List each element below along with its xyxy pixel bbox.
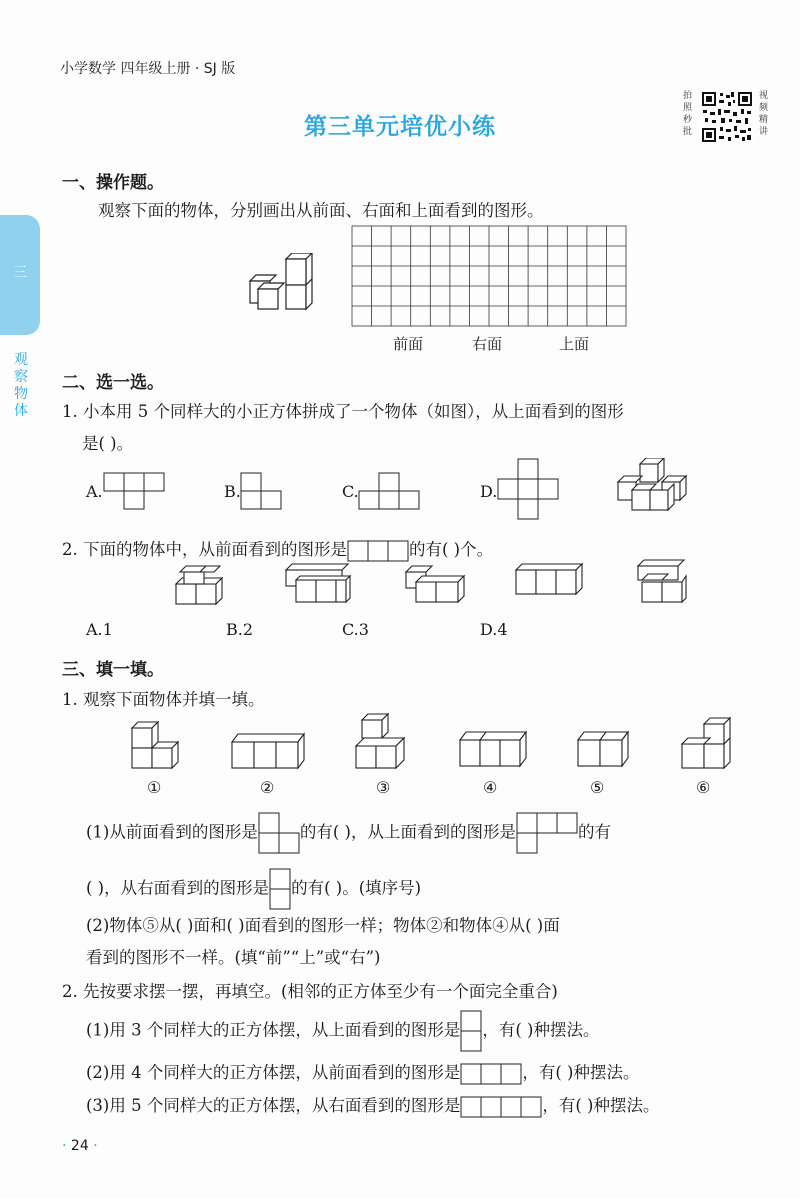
option-b-figure[interactable] <box>240 472 284 512</box>
section-1-instruction: 观察下面的物体，分别画出从前面、右面和上面看到的图形。 <box>98 201 544 220</box>
figure-number-1: ① <box>147 778 162 797</box>
q2-figure-4 <box>512 560 586 600</box>
l-shape-top-icon <box>516 812 578 854</box>
qr-block <box>683 90 783 148</box>
s3-figure-3 <box>352 712 412 772</box>
q2-figure-5 <box>632 558 690 608</box>
qr-right-label: 视 频 精 讲 <box>759 91 769 137</box>
page-number: · 24 · <box>62 1138 98 1154</box>
s3-q2-p2: (2)用 4 个同样大的正方体摆，从前面看到的图形是 ，有( )种摆法。 <box>86 1059 640 1085</box>
q2-option-b[interactable]: B.2 <box>226 620 254 639</box>
s3-figure-4 <box>456 728 528 772</box>
qr-code-icon[interactable] <box>700 90 754 144</box>
book-header: 小学数学 四年级上册 · SJ 版 <box>60 61 236 77</box>
section-3-heading: 三、填一填。 <box>62 660 164 680</box>
figure-number-6: ⑥ <box>696 778 711 797</box>
three-squares-row-icon <box>347 540 409 562</box>
q2-option-c[interactable]: C.3 <box>342 620 369 639</box>
s3-figure-5 <box>574 728 634 772</box>
l-shape-front-icon <box>258 812 300 854</box>
figure-number-2: ② <box>260 778 275 797</box>
s3-figure-6 <box>678 716 738 772</box>
s3-q1-p2-line1: (2)物体⑤从( )面和( )面看到的图形一样；物体②和物体④从( )面 <box>86 916 560 935</box>
s3-q2-p3: (3)用 5 个同样大的正方体摆，从右面看到的图形是 ，有( )种摆法。 <box>86 1092 660 1118</box>
section-2-heading: 二、选一选。 <box>62 373 164 393</box>
s2-q1-line2: 是( )。 <box>82 434 134 453</box>
q2-figure-1 <box>170 562 232 608</box>
figure-number-3: ③ <box>376 778 391 797</box>
qr-left-label: 拍 照 秒 批 <box>683 91 693 137</box>
grid-label-front: 前面 <box>393 335 424 353</box>
q2-option-a[interactable]: A.1 <box>86 620 113 639</box>
q2-option-d[interactable]: D.4 <box>480 620 508 639</box>
cube-figure-section1 <box>240 253 320 313</box>
option-d-label[interactable]: D. <box>480 482 498 501</box>
unit-label: 观 察 物 体 <box>14 352 28 419</box>
option-c-figure[interactable] <box>358 472 420 512</box>
s3-figure-1 <box>128 720 184 772</box>
section-1-heading: 一、操作题。 <box>62 173 164 193</box>
cube-figure-q1 <box>612 458 688 516</box>
page-title: 第三单元培优小练 <box>304 114 496 140</box>
s3-q1-p2-line2: 看到的图形不一样。(填“前”“上”或“右”) <box>86 948 381 967</box>
s3-q2-title: 2. 先按要求摆一摆，再填空。(相邻的正方体至少有一个面完全重合) <box>62 982 558 1001</box>
s2-q1-line1: 1. 小本用 5 个同样大的小正方体拼成了一个物体（如图），从上面看到的图形 <box>62 402 624 421</box>
option-d-figure[interactable] <box>497 458 559 520</box>
q2-figure-3 <box>400 562 468 608</box>
option-a-figure[interactable] <box>103 472 165 512</box>
option-c-label[interactable]: C. <box>342 482 359 501</box>
q2-figure-2 <box>278 562 354 608</box>
four-squares-row-icon <box>460 1096 542 1118</box>
grid-label-right: 右面 <box>472 335 503 353</box>
unit-number: 三 <box>13 265 27 281</box>
vertical-two-squares-icon <box>460 1010 482 1052</box>
three-squares-row-icon <box>460 1063 522 1085</box>
vertical-two-squares-icon <box>269 868 291 910</box>
option-b-label[interactable]: B. <box>224 482 241 501</box>
drawing-grid[interactable] <box>351 225 628 328</box>
s2-q2-line: 2. 下面的物体中，从前面看到的图形是 的有( )个。 <box>62 536 493 562</box>
s3-q1-p1-line1: (1)从前面看到的图形是 的有( )，从上面看到的图形是 的有 <box>86 812 611 854</box>
s3-q2-p1: (1)用 3 个同样大的正方体摆，从上面看到的图形是 ，有( )种摆法。 <box>86 1010 600 1052</box>
s3-figure-2 <box>228 730 306 772</box>
option-a-label[interactable]: A. <box>86 482 103 501</box>
s3-q1-p1-line2: ( )，从右面看到的图形是 的有( )。(填序号) <box>86 868 421 910</box>
figure-number-4: ④ <box>483 778 498 797</box>
grid-label-top: 上面 <box>559 335 590 353</box>
s3-q1-title: 1. 观察下面物体并填一填。 <box>62 690 265 709</box>
figure-number-5: ⑤ <box>590 778 605 797</box>
